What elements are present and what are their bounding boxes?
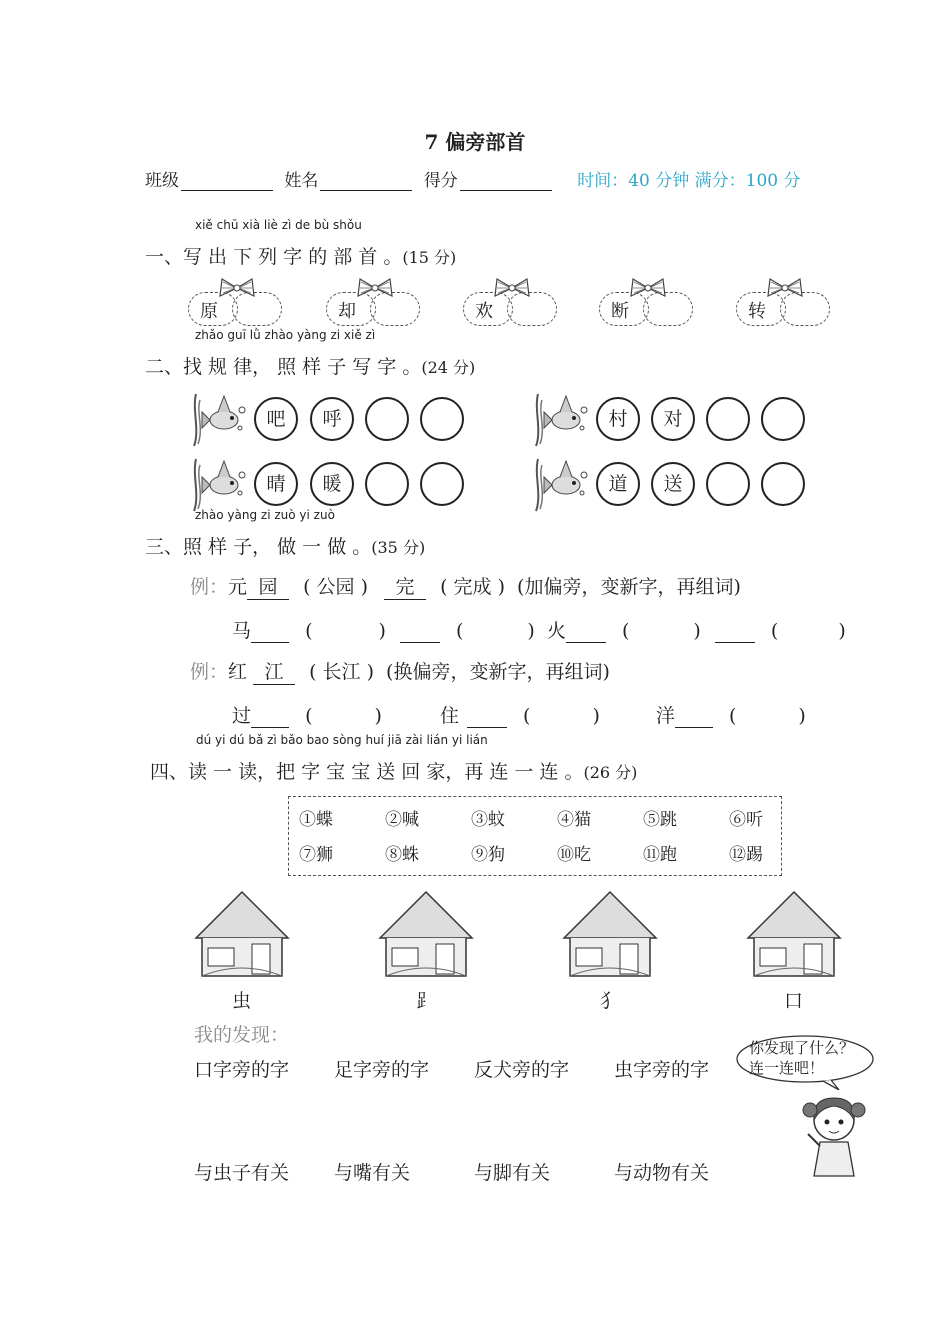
answer-bubble[interactable] (706, 462, 750, 506)
char-1: 原 (200, 301, 218, 322)
bubble-char: 道 (596, 462, 640, 506)
answer-bubble[interactable] (761, 397, 805, 441)
bow-icon (356, 276, 394, 300)
speech-bubble: 你发现了什么？ 连一连吧！ (735, 1034, 875, 1084)
answer-blank[interactable] (251, 620, 289, 643)
char-2: 却 (338, 301, 356, 322)
score-blank[interactable] (460, 174, 552, 191)
house-radical: 犭 (600, 990, 620, 1012)
discovery-label: 我的发现： (194, 1024, 290, 1046)
house-radical: 虫 (232, 990, 252, 1012)
house-icon[interactable] (376, 888, 476, 978)
class-label: 班级 (145, 171, 179, 191)
answer-blank[interactable] (675, 705, 713, 728)
answer-blank[interactable] (566, 620, 606, 643)
bow-icon (493, 276, 531, 300)
house-icon[interactable] (744, 888, 844, 978)
list-item[interactable]: ④猫 (557, 810, 591, 830)
list-item[interactable]: ⑪跑 (643, 845, 677, 865)
house-icon[interactable] (192, 888, 292, 978)
bow-icon (218, 276, 256, 300)
list-item[interactable]: ⑧蛛 (385, 845, 419, 865)
house-radical: ⻊ (416, 990, 436, 1012)
section-4-heading: dú yi dú bǎ zì bǎo bao sòng huí jiā zài lián yi lián 四、读 一 读，把 字 宝 宝 送 回 家，再 连 一 连 。(26 分) (150, 733, 638, 783)
score-label: 得分 (423, 171, 458, 191)
house-icon[interactable] (560, 888, 660, 978)
bubble-char: 呼 (310, 397, 354, 441)
section-1-heading: xiě chū xià liè zì de bù shǒu 一、写 出 下 列 字 的 部 首 。(15 分) (145, 218, 457, 268)
group-label[interactable]: 反犬旁的字 (474, 1059, 570, 1081)
meaning-label[interactable]: 与脚有关 (474, 1162, 551, 1184)
list-item[interactable]: ③蚊 (471, 810, 505, 830)
section-3-pinyin: zhào yàng zi zuò yi zuò (195, 508, 335, 522)
section-2-pinyin: zhǎo guī lǜ zhào yàng zi xiě zì (195, 328, 376, 342)
char-4: 断 (611, 301, 629, 322)
answer-bubble[interactable] (365, 397, 409, 441)
list-item[interactable]: ⑫踢 (729, 845, 763, 865)
answer-blank[interactable] (400, 620, 440, 643)
fish-icon (532, 455, 590, 513)
info-row (145, 166, 801, 191)
answer-bubble[interactable] (420, 462, 464, 506)
char-3: 欢 (475, 301, 493, 322)
fish-icon (532, 390, 590, 448)
meaning-label[interactable]: 与嘴有关 (334, 1162, 411, 1184)
bubble-char: 送 (651, 462, 695, 506)
answer-blank[interactable] (715, 620, 755, 643)
bow-box-3 (463, 288, 559, 328)
group-label[interactable]: 虫字旁的字 (614, 1059, 710, 1081)
bubble-char: 吧 (254, 397, 298, 441)
bow-box-4 (599, 288, 695, 328)
bow-box-1 (188, 288, 284, 328)
name-label: 姓名 (284, 171, 319, 191)
list-item[interactable]: ②喊 (385, 810, 419, 830)
answer-bubble[interactable] (761, 462, 805, 506)
answer-blank[interactable] (251, 705, 289, 728)
house-radical: 口 (784, 990, 804, 1012)
section-2-heading: zhǎo guī lǜ zhào yàng zi xiě zì 二、找 规 律， 照 样 子 写 字 。(24 分) (145, 328, 476, 378)
example-1: 例：元 园 ( 公园 ) 完 ( 完成 ) (加偏旁，变新字，再组词) (190, 572, 741, 600)
bow-icon (629, 276, 667, 300)
bow-icon (766, 276, 804, 300)
class-blank[interactable] (181, 174, 273, 191)
answer-blank[interactable] (467, 705, 507, 728)
bubble-char: 晴 (254, 462, 298, 506)
bubble-char: 村 (596, 397, 640, 441)
girl-illustration (798, 1090, 870, 1180)
answer-bubble[interactable] (706, 397, 750, 441)
section-4-pinyin: dú yi dú bǎ zì bǎo bao sòng huí jiā zài lián yi lián (196, 733, 488, 747)
bubble-char: 对 (651, 397, 695, 441)
name-blank[interactable] (320, 174, 412, 191)
list-item[interactable]: ⑤跳 (643, 810, 677, 830)
list-item[interactable]: ⑩吃 (557, 845, 591, 865)
bow-box-5 (736, 288, 832, 328)
list-item[interactable]: ⑨狗 (471, 845, 505, 865)
list-item[interactable]: ①蝶 (299, 810, 333, 830)
page-title: 7 偏旁部首 (424, 130, 526, 154)
meaning-label[interactable]: 与虫子有关 (194, 1162, 290, 1184)
fish-icon (190, 455, 248, 513)
bow-box-2 (326, 288, 422, 328)
time-score-info: 时间：40 分钟 满分：100 分 (577, 171, 801, 191)
answer-bubble[interactable] (365, 462, 409, 506)
group-label[interactable]: 足字旁的字 (334, 1059, 430, 1081)
list-item[interactable]: ⑥听 (729, 810, 763, 830)
char-list-box (288, 796, 782, 876)
char-5: 转 (748, 301, 766, 322)
group-label[interactable]: 口字旁的字 (194, 1059, 290, 1081)
task-row-2: 过 ( ) 住 ( ) 洋 ( ) (232, 705, 806, 727)
section-3-heading: zhào yàng zi zuò yi zuò 三、照 样 子， 做 一 做 。(35 分) (145, 508, 426, 558)
bubble-char: 暖 (310, 462, 354, 506)
meaning-label[interactable]: 与动物有关 (614, 1162, 710, 1184)
answer-bubble[interactable] (420, 397, 464, 441)
example-2: 例：红 江 ( 长江 ) (换偏旁，变新字，再组词) (190, 657, 610, 685)
section-1-pinyin: xiě chū xià liè zì de bù shǒu (195, 218, 362, 232)
fish-icon (190, 390, 248, 448)
list-item[interactable]: ⑦狮 (299, 845, 333, 865)
task-row-1: 马 ( ) ( ) 火 ( ) ( ) (232, 620, 846, 642)
